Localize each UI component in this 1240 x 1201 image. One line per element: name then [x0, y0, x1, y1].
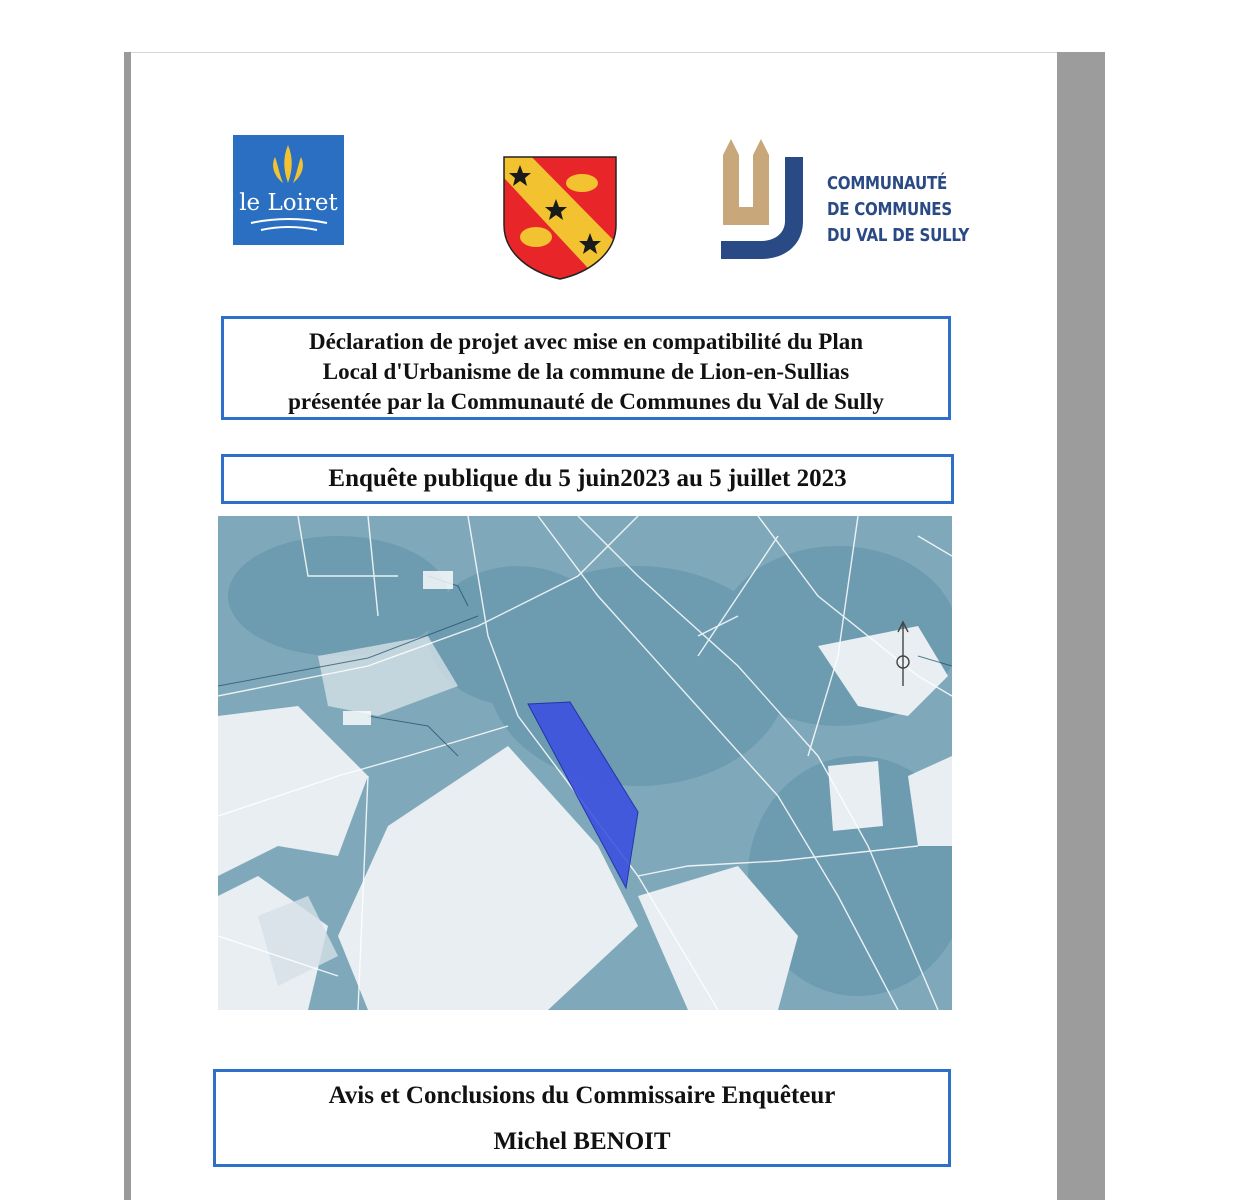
page-shadow-left	[124, 52, 131, 1200]
commissaire-name: Michel BENOIT	[493, 1128, 671, 1155]
project-title-box	[221, 316, 951, 420]
ccvs-logo-mark-icon	[719, 137, 809, 261]
loiret-logo-text: le Loiret	[239, 190, 338, 216]
ccvs-logo-line-2: DE COMMUNES	[827, 200, 952, 220]
project-title-line-2: Local d'Urbanisme de la commune de Lion-en-Sullias	[322, 359, 850, 384]
page-shadow-right	[1057, 52, 1105, 1200]
cadastral-map	[218, 516, 952, 1010]
project-title-line-3: présentée par la Communauté de Communes du Val de Sully	[288, 389, 884, 414]
ccvs-logo-line-3: DU VAL DE SULLY	[827, 226, 969, 246]
ccvs-logo-line-1: COMMUNAUTÉ	[827, 174, 947, 194]
aerial-map-image	[218, 516, 952, 1010]
avis-conclusions-box	[213, 1069, 951, 1167]
coat-of-arms-icon	[502, 155, 618, 281]
ccvs-logo-text	[827, 171, 973, 249]
enquete-dates-box: Enquête publique du 5 juin2023 au 5 juillet 2023	[221, 454, 954, 504]
project-title-line-1: Déclaration de projet avec mise en compatibilité du Plan	[308, 329, 864, 354]
avis-title: Avis et Conclusions du Commissaire Enquêteur	[328, 1082, 836, 1109]
document-page	[131, 52, 1057, 1201]
loiret-logo	[233, 135, 344, 245]
